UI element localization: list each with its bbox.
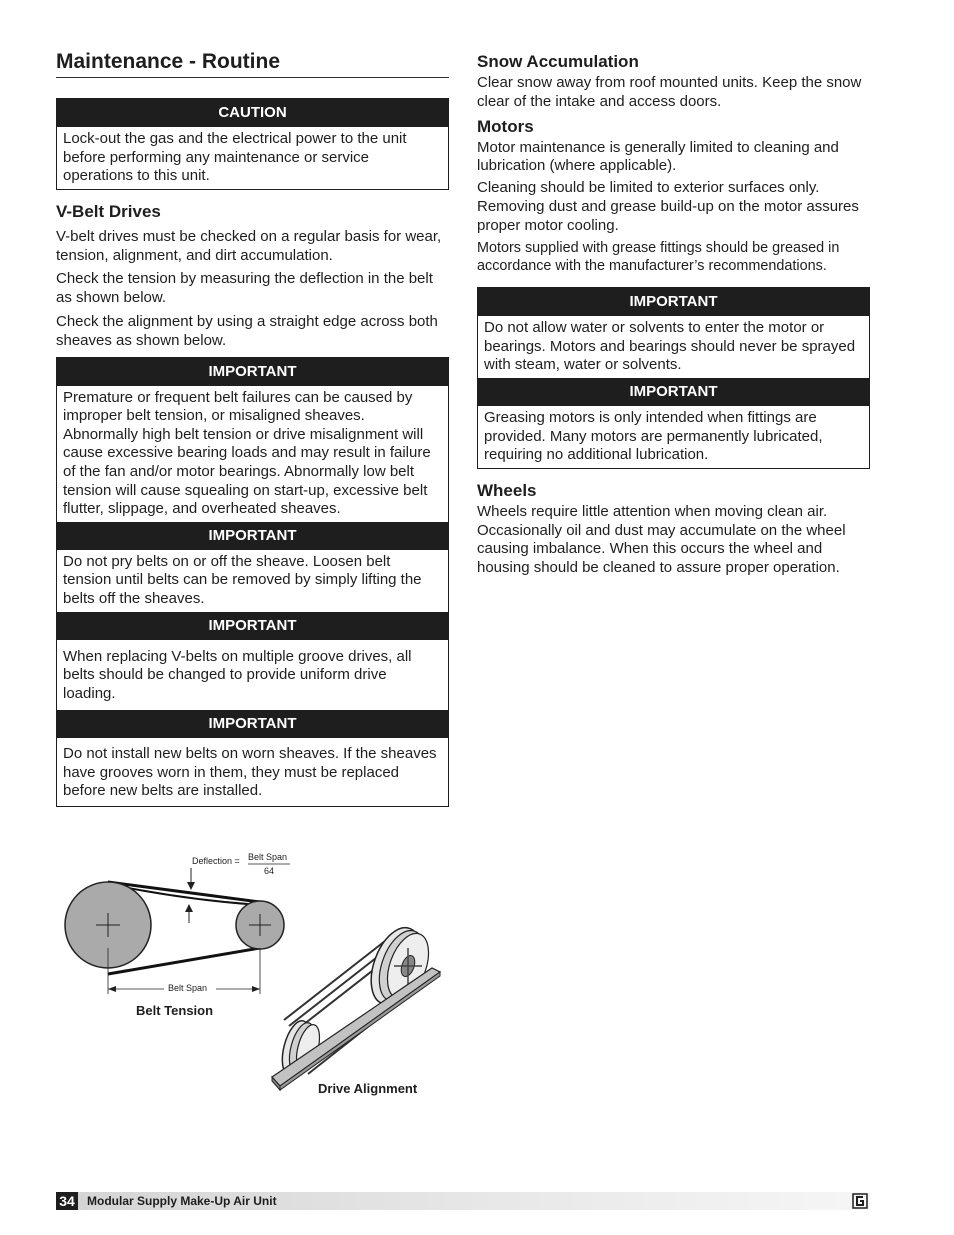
deflection-fraction-top: Belt Span bbox=[248, 852, 288, 862]
snow-paragraph: Clear snow away from roof mounted units. Keep the snow clear of the intake and access doors. bbox=[477, 74, 862, 110]
vbelt-paragraph: Check the alignment by using a straight edge across both sheaves as shown below. bbox=[56, 312, 438, 349]
belt-diagram bbox=[56, 848, 449, 1103]
important-heading: IMPORTANT bbox=[57, 612, 448, 640]
important-heading: IMPORTANT bbox=[478, 288, 869, 316]
important-text: Do not allow water or solvents to enter the motor or bearings. Motors and bearings should never be sprayed with steam, water or solvents. bbox=[484, 319, 856, 374]
page-footer bbox=[56, 1192, 870, 1210]
footer-document-title: Modular Supply Make-Up Air Unit bbox=[87, 1194, 277, 1208]
motors-notice-group bbox=[477, 287, 870, 469]
important-text: When replacing V-belts on multiple groove drives, all belts should be changed to provide uniform drive loading. bbox=[63, 647, 412, 702]
important-heading: IMPORTANT bbox=[478, 378, 869, 406]
caution-text: Lock-out the gas and the electrical power to the unit before performing any maintenance or service operations to this unit. bbox=[63, 130, 407, 185]
important-text: Do not install new belts on worn sheaves. If the sheaves have grooves worn in them, they must be replaced before new belts are installed. bbox=[63, 745, 437, 800]
vbelt-heading: V-Belt Drives bbox=[56, 201, 161, 221]
snow-heading: Snow Accumulation bbox=[477, 52, 639, 71]
motors-paragraph: Motor maintenance is generally limited to cleaning and lubrication (where applicable). bbox=[477, 138, 839, 175]
deflection-fraction-bottom: 64 bbox=[264, 866, 275, 876]
left-column bbox=[56, 98, 449, 807]
page-title: Maintenance - Routine bbox=[56, 50, 449, 78]
vbelt-notice-group bbox=[56, 357, 449, 808]
motors-paragraph: Cleaning should be limited to exterior surfaces only. Removing dust and grease build-up on the motor assures proper motor cooling. bbox=[477, 179, 859, 234]
caution-heading: CAUTION bbox=[57, 99, 448, 127]
belt-diagram-illustration bbox=[56, 848, 449, 1103]
important-text: Greasing motors is only intended when fittings are provided. Many motors are permanently lubricated, requiring no additional lubrication. bbox=[484, 408, 823, 464]
belt-tension-caption: Belt Tension bbox=[136, 1003, 214, 1018]
page-number: 34 bbox=[56, 1192, 78, 1210]
vbelt-paragraph: V-belt drives must be checked on a regular basis for wear, tension, alignment, and dirt accumulation. bbox=[56, 227, 442, 264]
motors-paragraph: Motors supplied with grease fittings should be greased in accordance with the manufacturer’s recommendations. bbox=[477, 239, 840, 275]
wheels-heading: Wheels bbox=[477, 480, 537, 500]
motors-heading: Motors bbox=[477, 116, 534, 136]
belt-tension-drawing bbox=[65, 864, 290, 994]
important-heading: IMPORTANT bbox=[57, 710, 448, 738]
important-heading: IMPORTANT bbox=[57, 358, 448, 386]
right-column bbox=[477, 52, 870, 578]
drive-alignment-drawing bbox=[272, 921, 440, 1090]
caution-box bbox=[56, 98, 449, 190]
vbelt-paragraph: Check the tension by measuring the deflection in the belt as shown below. bbox=[56, 270, 433, 307]
important-text: Do not pry belts on or off the sheave. Loosen belt tension until belts can be removed by simply lifting the belts off the sheaves. bbox=[63, 552, 422, 607]
greenheck-g-logo-icon bbox=[852, 1193, 868, 1209]
important-heading: IMPORTANT bbox=[57, 522, 448, 550]
important-text: Premature or frequent belt failures can be caused by improper belt tension, or misaligned sheaves. Abnormally high belt tension or drive misalignment will cause excessive bearing loads and may result in failure of the fan and/or motor bearings. Abnormally low belt tension will cause squealing on start-up, excessive belt flutter, slippage, and overheated sheaves. bbox=[63, 388, 431, 518]
belt-span-label: Belt Span bbox=[168, 983, 208, 993]
deflection-label: Deflection = bbox=[192, 856, 240, 866]
drive-alignment-caption: Drive Alignment bbox=[318, 1081, 418, 1096]
wheels-paragraph: Wheels require little attention when moving clean air. Occasionally oil and dust may accumulate on the wheel causing imbalance. When this occurs the wheel and housing should be cleaned to assure proper operation. bbox=[477, 502, 846, 577]
